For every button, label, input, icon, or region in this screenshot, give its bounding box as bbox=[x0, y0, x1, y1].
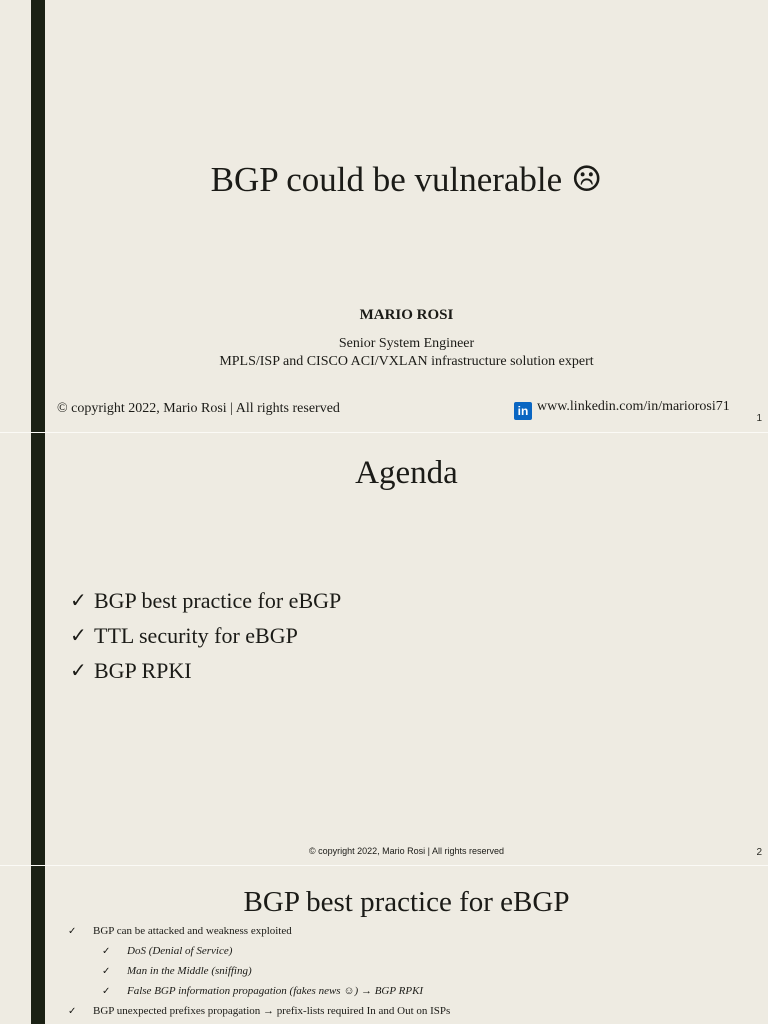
list-item bbox=[70, 653, 341, 688]
slide-left-bar bbox=[31, 0, 45, 432]
page-number: 1 bbox=[756, 413, 762, 424]
bullet-text: False BGP information propagation (fakes news ☺) → BGP RPKI bbox=[127, 985, 424, 997]
author-name: MARIO ROSI bbox=[359, 307, 454, 323]
checkmark-icon: ✓ bbox=[102, 965, 111, 977]
agenda-list bbox=[70, 583, 341, 688]
list-item bbox=[70, 618, 341, 653]
checkmark-icon: ✓ bbox=[70, 623, 87, 647]
author-role bbox=[45, 335, 768, 371]
slide-title: Agenda bbox=[355, 455, 458, 491]
list-item bbox=[68, 1001, 450, 1021]
slide-left-bar bbox=[31, 433, 45, 865]
slide-1 bbox=[0, 0, 768, 432]
bullet-text: BGP unexpected prefixes propagation → prefix-lists required In and Out on ISPs bbox=[93, 1005, 451, 1017]
list-item bbox=[68, 921, 450, 941]
linkedin-url[interactable]: www.linkedin.com/in/mariorosi71 bbox=[537, 399, 730, 414]
linkedin-icon: in bbox=[514, 402, 532, 420]
checkmark-icon: ✓ bbox=[68, 925, 77, 937]
checkmark-icon: ✓ bbox=[70, 658, 87, 682]
checkmark-icon: ✓ bbox=[102, 985, 111, 997]
role-line-2: MPLS/ISP and CISCO ACI/VXLAN infrastructure solution expert bbox=[219, 354, 594, 369]
list-item bbox=[68, 941, 450, 961]
list-item bbox=[68, 961, 450, 981]
bullet-text: Man in the Middle (sniffing) bbox=[127, 965, 252, 977]
agenda-item-label: BGP best practice for eBGP bbox=[94, 588, 342, 613]
bullet-text: DoS (Denial of Service) bbox=[127, 945, 233, 957]
slide-title: BGP could be vulnerable ☹ bbox=[210, 160, 603, 199]
slide-left-bar bbox=[31, 866, 45, 1024]
agenda-item-label: TTL security for eBGP bbox=[94, 623, 298, 648]
agenda-item-label: BGP RPKI bbox=[94, 658, 192, 683]
checkmark-icon: ✓ bbox=[68, 1005, 77, 1017]
linkedin-link[interactable] bbox=[514, 399, 730, 420]
role-line-1: Senior System Engineer bbox=[338, 336, 475, 351]
slide-2 bbox=[0, 433, 768, 865]
bullet-text: BGP can be attacked and weakness exploited bbox=[93, 925, 292, 937]
slide-title: BGP best practice for eBGP bbox=[243, 886, 570, 918]
checkmark-icon: ✓ bbox=[102, 945, 111, 957]
checkmark-icon: ✓ bbox=[70, 588, 87, 612]
slide-3 bbox=[0, 866, 768, 1024]
list-item bbox=[68, 981, 450, 1001]
copyright-text: © copyright 2022, Mario Rosi | All rights reserved bbox=[308, 846, 505, 856]
list-item bbox=[70, 583, 341, 618]
page-number: 2 bbox=[756, 847, 762, 858]
bullet-list bbox=[68, 921, 450, 1021]
copyright-text: © copyright 2022, Mario Rosi | All rights reserved bbox=[57, 401, 340, 416]
